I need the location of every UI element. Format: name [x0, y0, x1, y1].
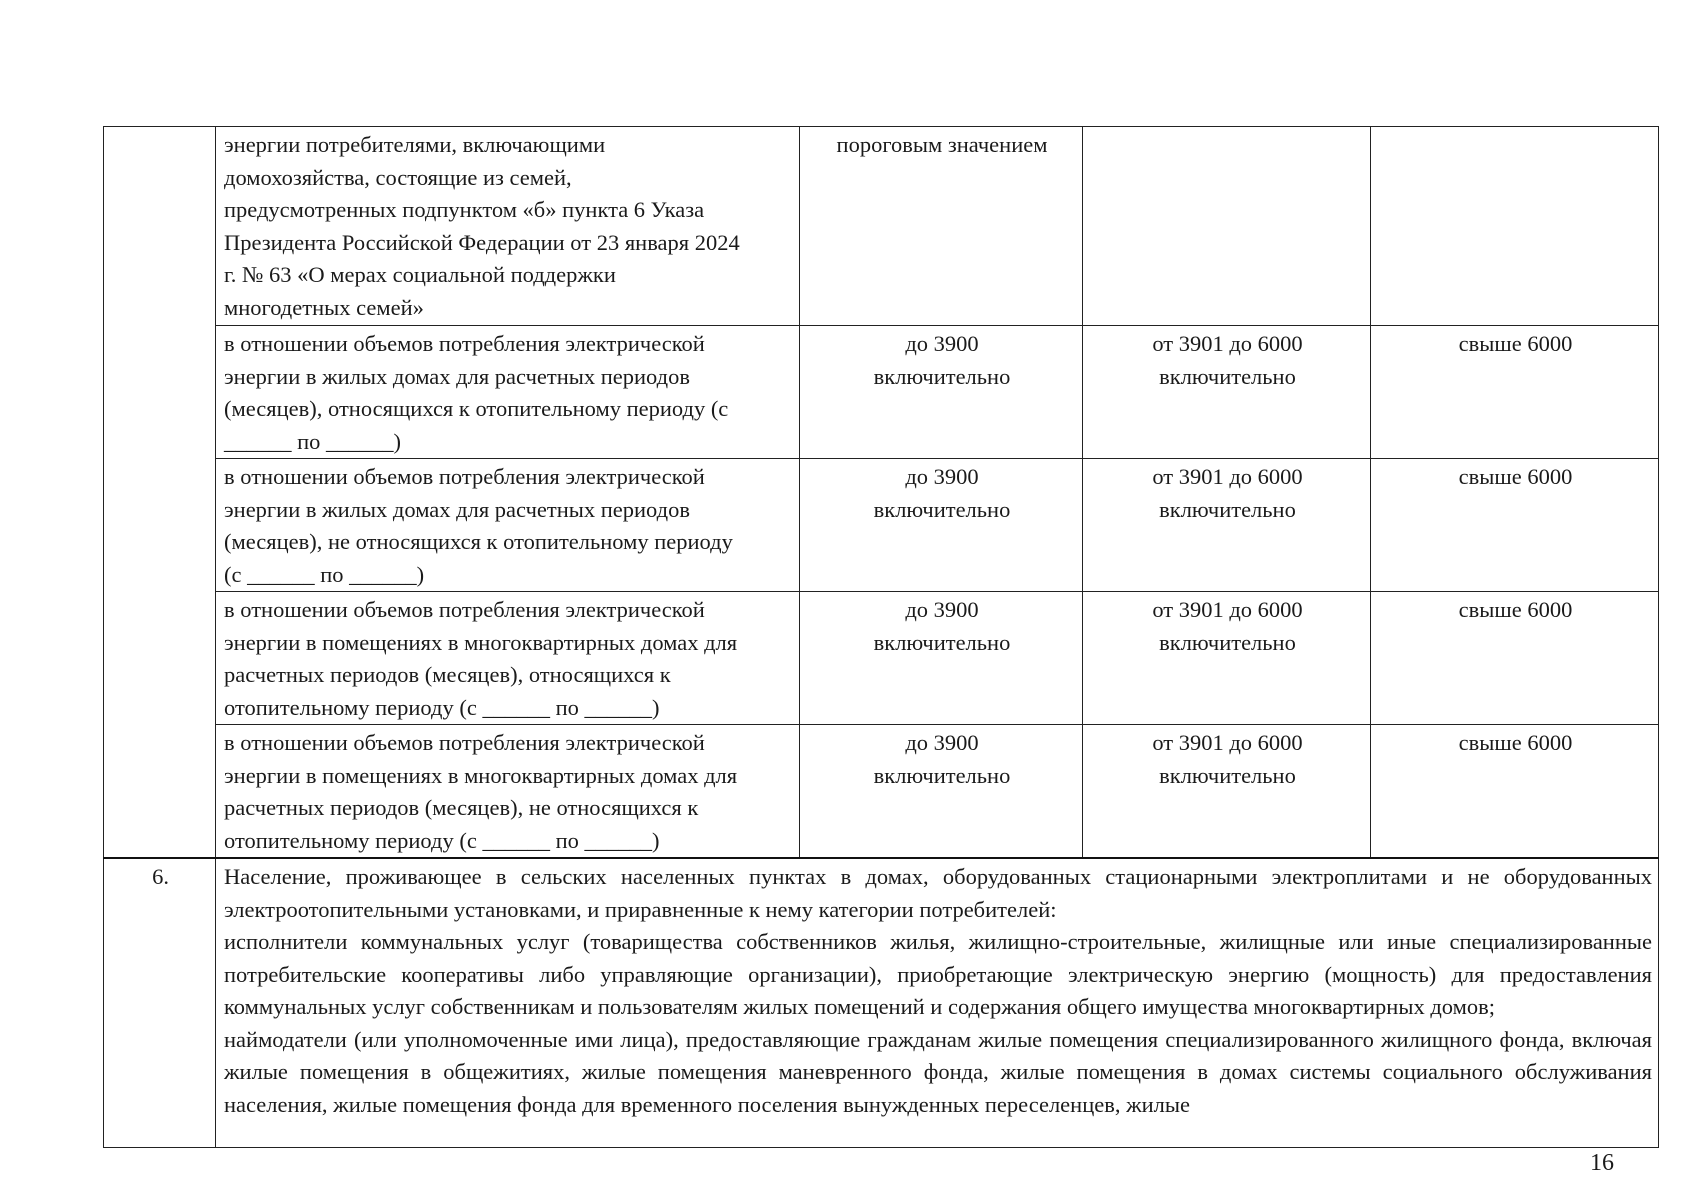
table-row [104, 326, 1659, 459]
threshold-mid-cell [1083, 725, 1371, 859]
table-row [104, 459, 1659, 592]
cell-line: Президента Российской Федерации от 23 января 2024 [224, 229, 740, 255]
cell-line: до 3900 [905, 730, 979, 755]
cell-line: до 3900 [905, 464, 979, 489]
cell-line: в отношении объемов потребления электрической [224, 730, 705, 755]
cell-line: свыше 6000 [1458, 331, 1573, 356]
cell-line: включительно [873, 629, 1011, 655]
threshold-low-cell [800, 127, 1083, 326]
threshold-low-cell [800, 326, 1083, 459]
cell-line: от 3901 до 6000 [1152, 331, 1303, 356]
cell-line: (с ______ по ______) [224, 561, 425, 587]
threshold-mid-cell [1083, 326, 1371, 459]
threshold-high-cell [1371, 127, 1659, 326]
cell-line: свыше 6000 [1458, 597, 1573, 622]
section-6-text [216, 858, 1659, 1148]
table-row [104, 127, 1659, 326]
cell-line: отопительному периоду (с ______ по ______) [224, 827, 660, 853]
page-number: 16 [1590, 1150, 1614, 1176]
threshold-high-cell [1371, 725, 1659, 859]
threshold-low-cell [800, 725, 1083, 859]
threshold-mid-cell [1083, 592, 1371, 725]
cell-line: в отношении объемов потребления электрической [224, 597, 705, 622]
cell-line: от 3901 до 6000 [1152, 464, 1303, 489]
cell-line: энергии в жилых домах для расчетных периодов [224, 496, 690, 522]
cell-line: пороговым значением [836, 132, 1048, 157]
threshold-high-cell [1371, 459, 1659, 592]
cell-line: предусмотренных подпунктом «б» пункта 6 Указа [224, 197, 705, 222]
description-cell [216, 592, 800, 725]
threshold-low-cell [800, 459, 1083, 592]
cell-line: расчетных периодов (месяцев), относящихся к [224, 662, 671, 687]
description-cell [216, 127, 800, 326]
section-paragraph: исполнители коммунальных услуг (товарищества собственников жилья, жилищно-строительные, жилищные или иные специализированные потребительские кооперативы либо управляющие организации), приобретающие электрическую энергию (мощность) для предоставления коммунальных услуг собственникам и пользователям жилых помещений и содержания общего имущества многоквартирных домов; [224, 929, 1652, 1019]
cell-line: домохозяйства, состоящие из семей, [224, 164, 572, 190]
cell-line: включительно [1159, 496, 1296, 522]
cell-line: от 3901 до 6000 [1152, 597, 1303, 622]
section-number: 6. [104, 858, 216, 1148]
tariff-table [103, 126, 1659, 1148]
threshold-high-cell [1371, 326, 1659, 459]
section-paragraph: Население, проживающее в сельских населенных пунктах в домах, оборудованных стационарными электроплитами и не оборудованных электроотопительными установками, и приравненные к нему категории потребителей: [224, 864, 1652, 922]
cell-line: расчетных периодов (месяцев), не относящихся к [224, 795, 699, 820]
cell-line: (месяцев), относящихся к отопительному периоду (с [224, 396, 729, 421]
row-number-cell [104, 127, 216, 859]
cell-line: отопительному периоду (с ______ по ______) [224, 694, 660, 720]
cell-line: энергии в жилых домах для расчетных периодов [224, 363, 690, 389]
cell-line: до 3900 [905, 331, 979, 356]
cell-line: энергии в помещениях в многоквартирных домах для [224, 629, 738, 655]
cell-line: включительно [1159, 363, 1296, 389]
cell-line: энергии потребителями, включающими [224, 132, 606, 157]
cell-line: ______ по ______) [224, 428, 402, 454]
tariff-table-body [104, 127, 1659, 1148]
cell-line: энергии в помещениях в многоквартирных домах для [224, 762, 738, 788]
threshold-low-cell [800, 592, 1083, 725]
description-cell [216, 459, 800, 592]
cell-line: от 3901 до 6000 [1152, 730, 1303, 755]
table-row [104, 725, 1659, 859]
cell-line: включительно [1159, 762, 1296, 788]
section-paragraph: наймодатели (или уполномоченные ими лица), предоставляющие гражданам жилые помещения специализированного жилищного фонда, включая жилые помещения в общежитиях, жилые помещения маневренного фонда, жилые помещения в домах системы социального обслуживания населения, жилые помещения фонда для временного поселения вынужденных переселенцев, жилые [224, 1026, 1652, 1117]
threshold-high-cell [1371, 592, 1659, 725]
cell-line: в отношении объемов потребления электрической [224, 464, 705, 489]
cell-line: включительно [873, 496, 1011, 522]
description-cell [216, 326, 800, 459]
cell-line: свыше 6000 [1458, 730, 1573, 755]
description-cell [216, 725, 800, 859]
cell-line: многодетных семей» [224, 294, 424, 320]
cell-line: включительно [1159, 629, 1296, 655]
table-row [104, 592, 1659, 725]
cell-line: (месяцев), не относящихся к отопительному периоду [224, 529, 733, 554]
cell-line: включительно [873, 363, 1011, 389]
cell-line: до 3900 [905, 597, 979, 622]
threshold-mid-cell [1083, 127, 1371, 326]
cell-line: свыше 6000 [1458, 464, 1573, 489]
section-6-row [104, 858, 1659, 1148]
cell-line: г. № 63 «О мерах социальной поддержки [224, 262, 616, 287]
cell-line: в отношении объемов потребления электрической [224, 331, 705, 356]
cell-line: включительно [873, 762, 1011, 788]
threshold-mid-cell [1083, 459, 1371, 592]
